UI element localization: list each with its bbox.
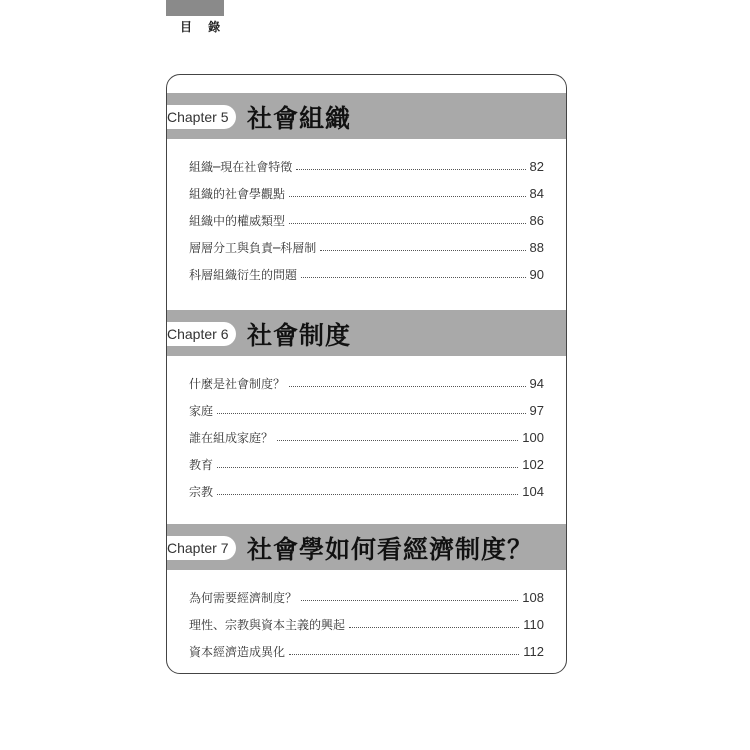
- dot-leader: [217, 467, 518, 468]
- toc-entry[interactable]: [189, 451, 544, 478]
- entry-page-number: 88: [529, 240, 544, 255]
- entry-page-number: 108: [522, 590, 544, 605]
- toc-entry[interactable]: [189, 370, 544, 397]
- chapter-5-section: [167, 93, 566, 288]
- entry-page-number: 100: [522, 430, 544, 445]
- toc-entry[interactable]: [189, 180, 544, 207]
- dot-leader: [296, 169, 525, 170]
- entry-title: 組織─現在社會特徵: [189, 160, 293, 174]
- dot-leader: [277, 440, 518, 441]
- dot-leader: [217, 413, 526, 414]
- chapter-header: [167, 310, 566, 356]
- toc-entry[interactable]: [189, 234, 544, 261]
- entry-title: 層層分工與負責─科層制: [189, 241, 317, 255]
- entry-title: 什麼是社會制度？: [189, 377, 286, 391]
- dot-leader: [320, 250, 525, 251]
- entry-title: 理性、宗教與資本主義的興起: [189, 618, 346, 632]
- entry-title: 組織中的權威類型: [189, 214, 286, 228]
- chapter-7-section: [167, 524, 566, 665]
- toc-entry[interactable]: [189, 478, 544, 505]
- entry-page-number: 84: [529, 186, 544, 201]
- chapter-entries: [167, 584, 566, 665]
- entry-page-number: 94: [529, 376, 544, 391]
- entry-page-number: 97: [529, 403, 544, 418]
- header-tab-decoration: [166, 0, 224, 16]
- chapter-entries: [167, 153, 566, 288]
- chapter-title: 社會組織: [247, 104, 352, 133]
- chapter-6-section: [167, 310, 566, 505]
- dot-leader: [301, 600, 518, 601]
- entry-page-number: 90: [529, 267, 544, 282]
- toc-entry[interactable]: [189, 424, 544, 451]
- entry-title: 誰在組成家庭？: [189, 431, 274, 445]
- dot-leader: [289, 196, 526, 197]
- toc-entry[interactable]: [189, 638, 544, 665]
- chapter-title: 社會學如何看經濟制度？: [247, 535, 534, 564]
- dot-leader: [289, 223, 526, 224]
- toc-entry[interactable]: [189, 207, 544, 234]
- entry-page-number: 112: [523, 644, 544, 659]
- entry-page-number: 82: [529, 159, 544, 174]
- toc-entry[interactable]: [189, 611, 544, 638]
- chapter-label: Chapter 7: [166, 536, 236, 560]
- entry-title: 資本經濟造成異化: [189, 645, 286, 659]
- chapter-label: Chapter 5: [166, 105, 236, 129]
- chapter-label: Chapter 6: [166, 322, 236, 346]
- toc-entry[interactable]: [189, 397, 544, 424]
- chapter-header: [167, 524, 566, 570]
- entry-title: 宗教: [189, 485, 214, 499]
- dot-leader: [349, 627, 519, 628]
- entry-title: 為何需要經濟制度？: [189, 591, 298, 605]
- entry-page-number: 102: [522, 457, 544, 472]
- entry-title: 教育: [189, 458, 214, 472]
- entry-page-number: 110: [523, 617, 544, 632]
- entry-page-number: 104: [522, 484, 544, 499]
- toc-entry[interactable]: [189, 584, 544, 611]
- chapter-title: 社會制度: [247, 321, 352, 350]
- entry-title: 科層組織衍生的問題: [189, 268, 298, 282]
- entry-title: 組織的社會學觀點: [189, 187, 286, 201]
- dot-leader: [217, 494, 518, 495]
- page-title: 目 錄: [180, 20, 227, 34]
- chapter-header: [167, 93, 566, 139]
- chapter-entries: [167, 370, 566, 505]
- entry-page-number: 86: [529, 213, 544, 228]
- dot-leader: [289, 386, 526, 387]
- toc-entry[interactable]: [189, 153, 544, 180]
- toc-entry[interactable]: [189, 261, 544, 288]
- table-of-contents: [166, 74, 567, 674]
- dot-leader: [301, 277, 526, 278]
- entry-title: 家庭: [189, 404, 214, 418]
- dot-leader: [289, 654, 519, 655]
